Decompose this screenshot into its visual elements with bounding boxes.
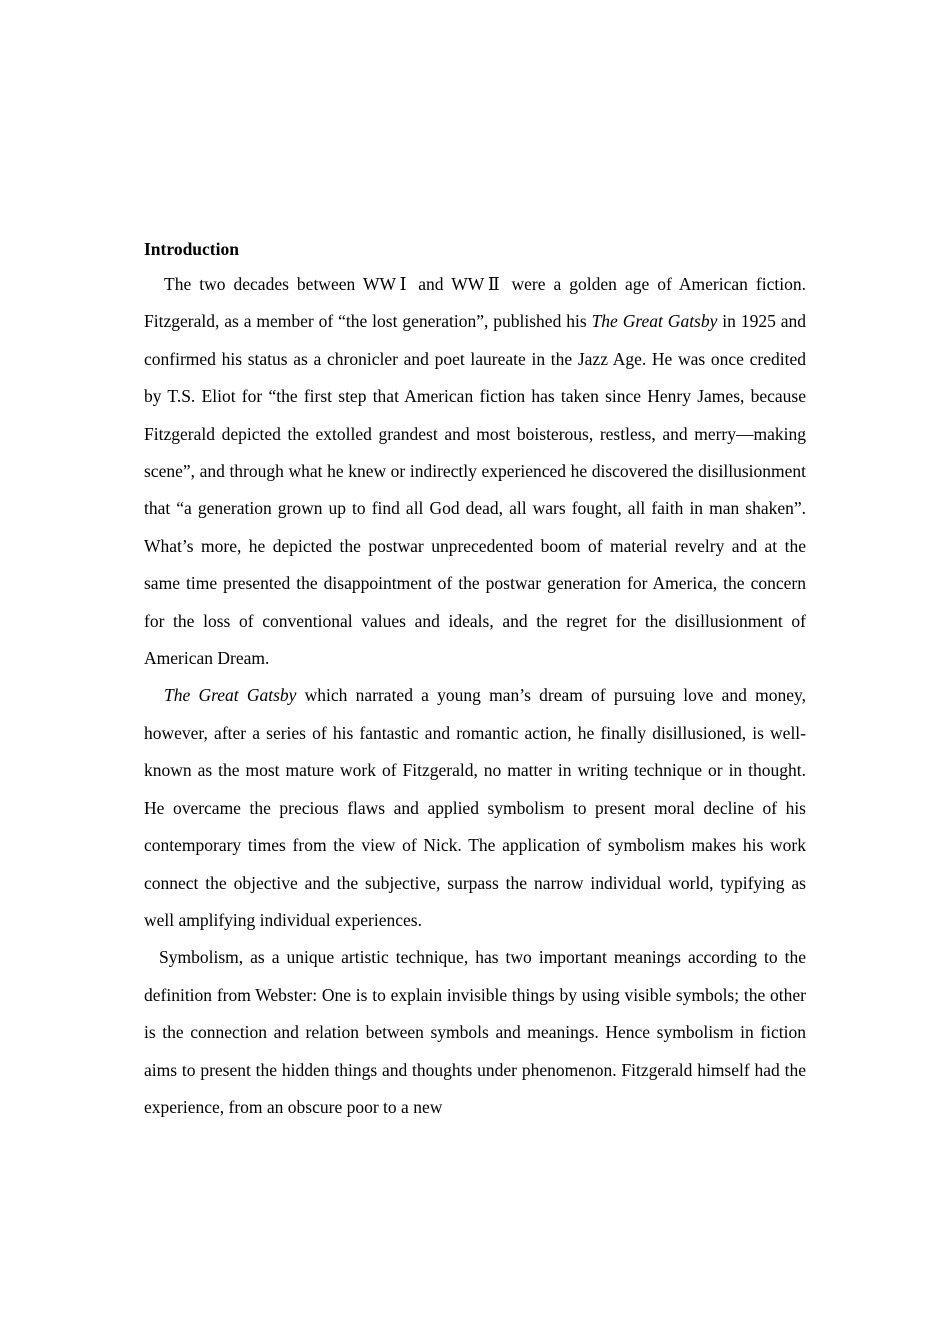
paragraph-1 [144,266,806,677]
paragraph-3-text: Symbolism, as a unique artistic technique, has two important meanings according to the definition from Webster: One is to explain invisible things by using visible symbols; the other is the connection and relation between symbols and meanings. Hence symbolism in fiction aims to present the hidden things and thoughts under phenomenon. Fitzgerald himself had the experience, from an obscure poor to a new [144,947,806,1117]
section-heading: Introduction [144,239,239,259]
book-title-italic: The Great Gatsby [591,311,718,332]
paragraph-1-text: The two decades between WWⅠ and WWⅡ were a golden age of American fiction. Fitzgerald, as a member of “the lost generation”, published his [144,274,806,332]
paragraph-2-text: which narrated a young man’s dream of pursuing love and money, however, after a series of his fantastic and romantic action, he finally disillusioned, is well-known as the most mature work of Fitzgerald, no matter in writing technique or in thought. He overcame the precious flaws and applied symbolism to present moral decline of his contemporary times from the view of Nick. The application of symbolism makes his work connect the objective and the subjective, surpass the narrow individual world, typifying as well amplifying individual experiences. [144,685,806,930]
book-title-italic: The Great Gatsby [164,685,297,706]
paragraph-2 [144,677,806,939]
paragraph-1-text-cont: in 1925 and confirmed his status as a chronicler and poet laureate in the Jazz Age. He was once credited by T.S. Eliot for “the first step that American fiction has taken since Henry James, because Fitzgerald depicted the extolled grandest and most boisterous, restless, and merry—making scene”, and through what he knew or indirectly experienced he discovered the disillusionment that “a generation grown up to find all God dead, all wars fought, all faith in man shaken”. What’s more, he depicted the postwar unprecedented boom of material revelry and at the same time presented the disappointment of the postwar generation for America, the concern for the loss of conventional values and ideals, and the regret for the disillusionment of American Dream. [144,311,806,669]
document-page [144,232,806,1126]
paragraph-3 [144,939,806,1126]
